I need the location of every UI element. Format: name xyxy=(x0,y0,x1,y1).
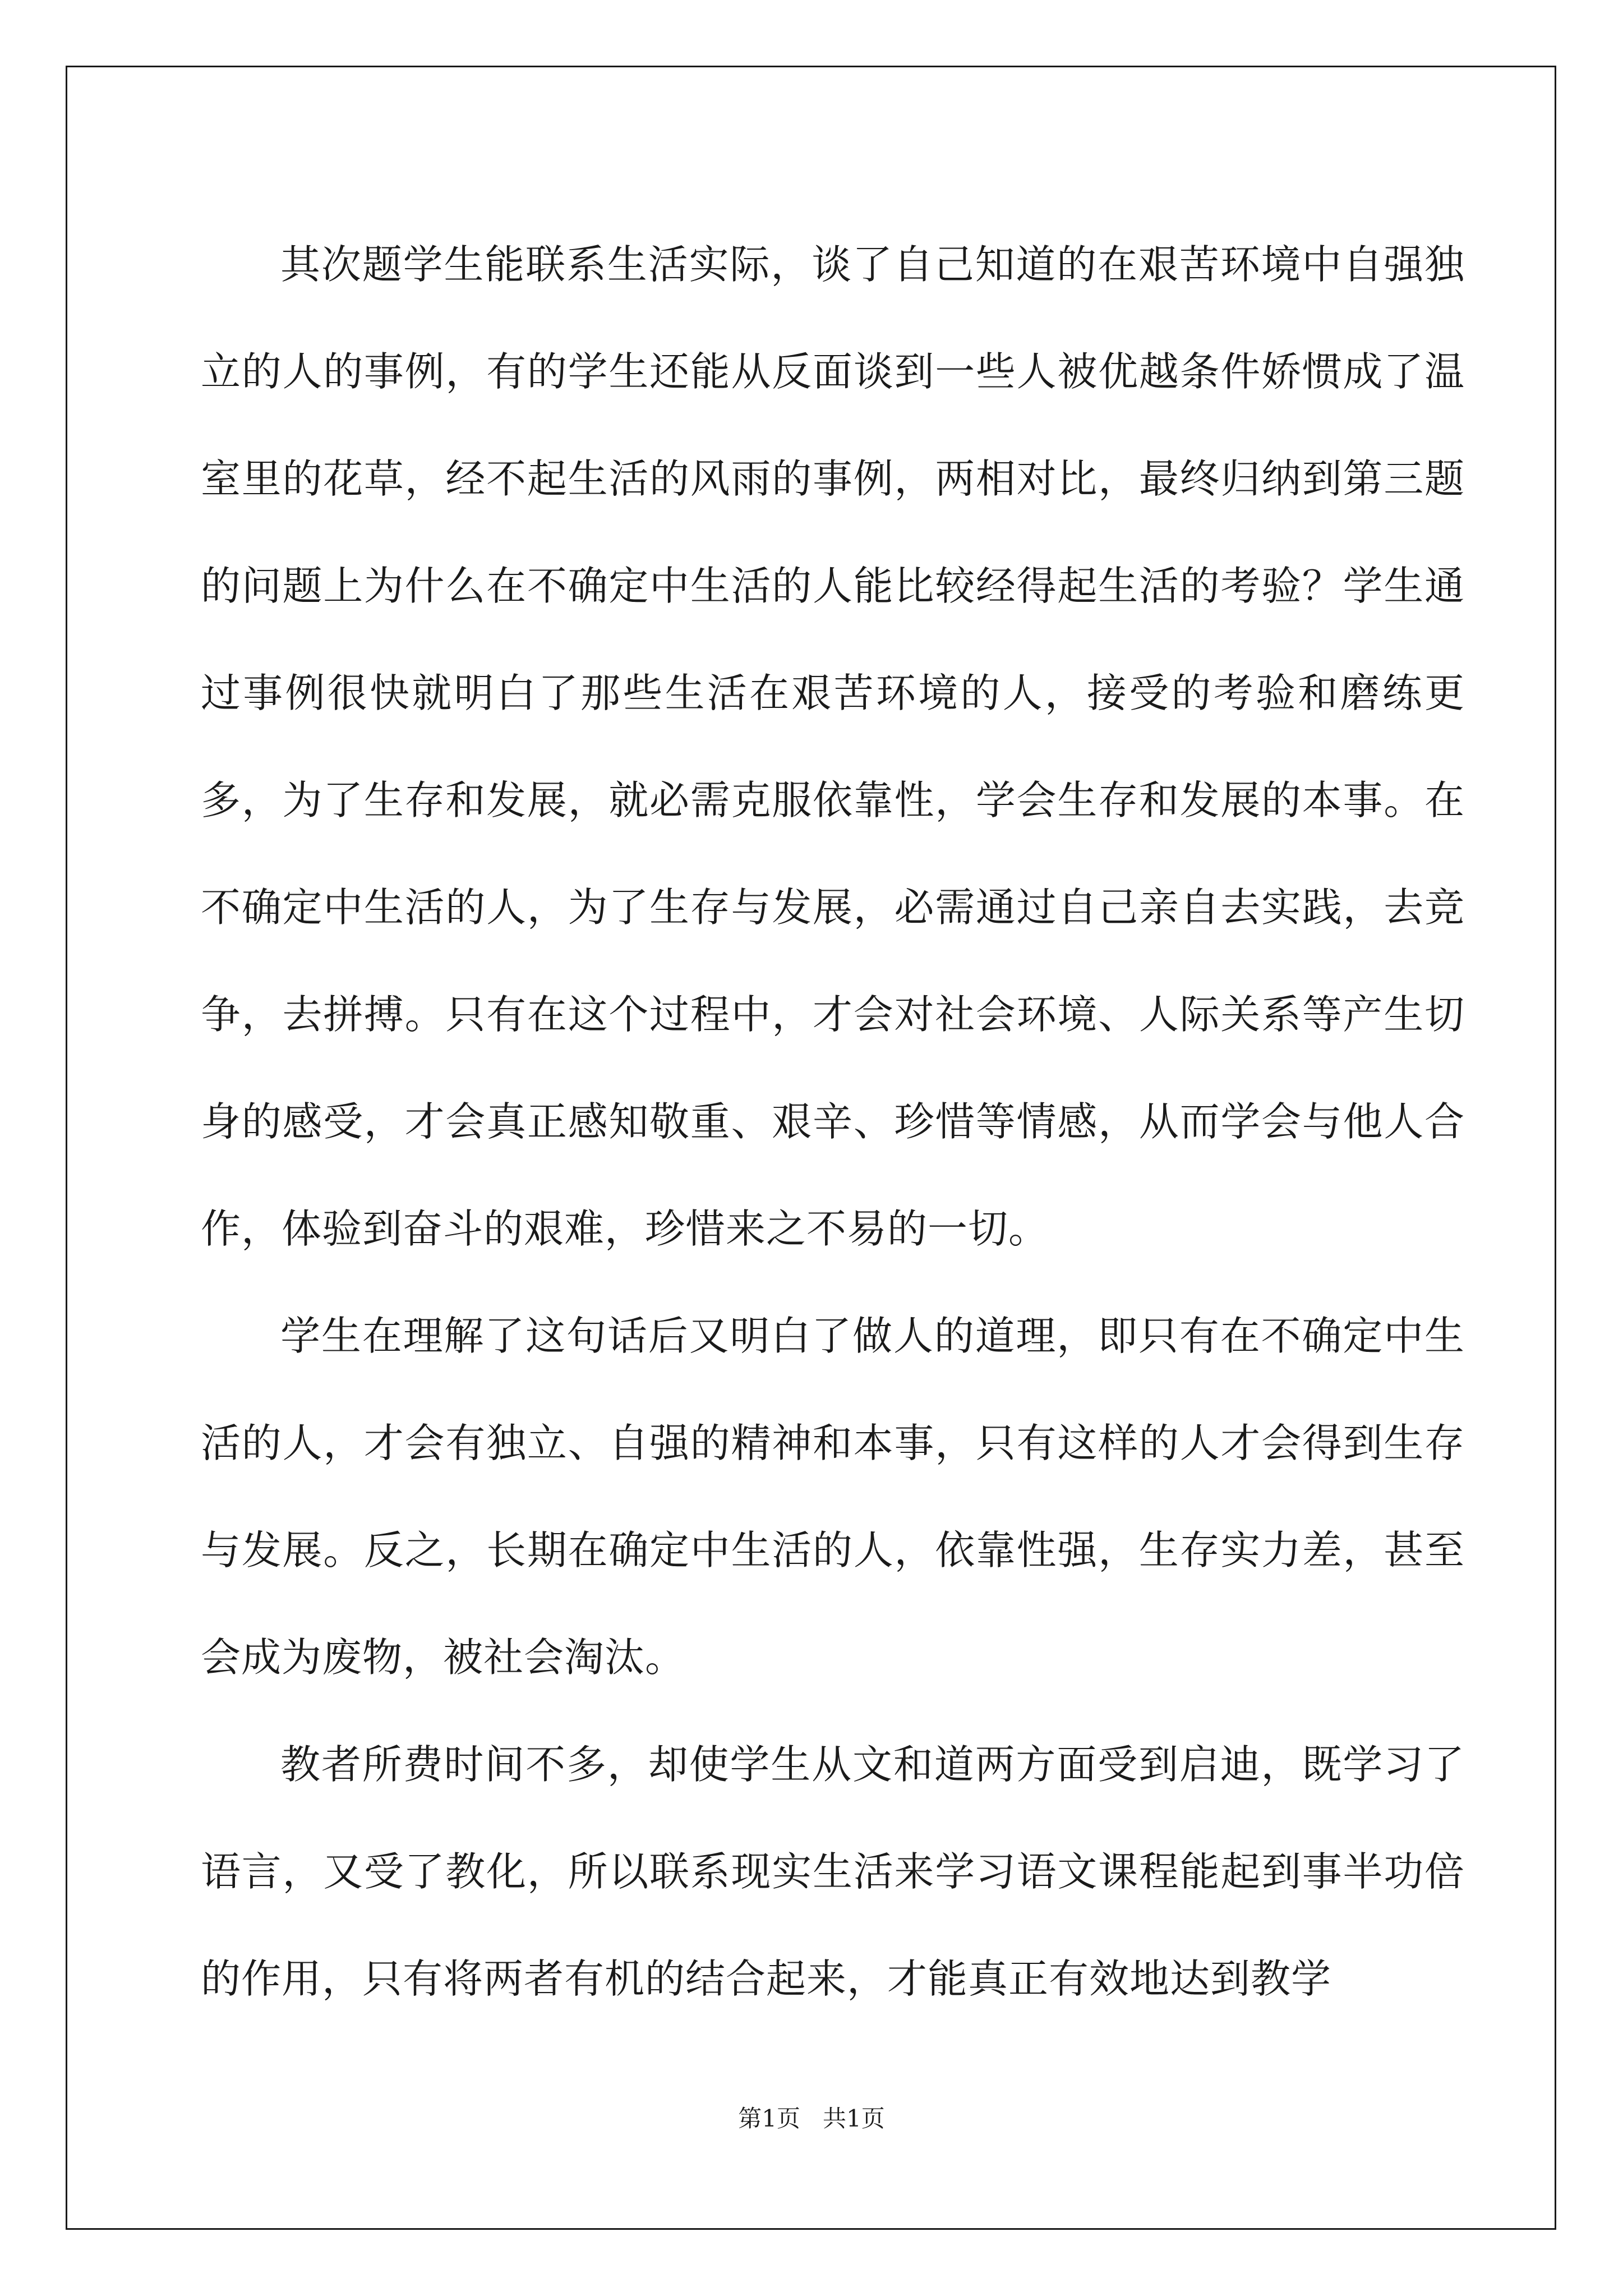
document-body xyxy=(201,211,1465,2032)
paragraph-1: 其次题学生能联系生活实际，谈了自己知道的在艰苦环境中自强独立的人的事例，有的学生还能从反面谈到一些人被优越条件娇惯成了温室里的花草，经不起生活的风雨的事例，两相对比，最终归纳到第三题的问题上为什么在不确定中生活的人能比较经得起生活的考验？学生通过事例很快就明白了那些生活在艰苦环境的人，接受的考验和磨练更多，为了生存和发展，就必需克服依靠性，学会生存和发展的本事。在不确定中生活的人，为了生存与发展，必需通过自己亲自去实践，去竞争，去拼搏。只有在这个过程中，才会对社会环境、人际关系等产生切身的感受，才会真正感知敬重、艰辛、珍惜等情感，从而学会与他人合作，体验到奋斗的艰难，珍惜来之不易的一切。 xyxy=(201,241,1465,1252)
paragraph-2: 学生在理解了这句话后又明白了做人的道理，即只有在不确定中生活的人，才会有独立、自强的精神和本事，只有这样的人才会得到生存与发展。反之，长期在确定中生活的人，依靠性强，生存实力差，甚至会成为废物，被社会淘汰。 xyxy=(201,1313,1465,1681)
paragraph-3: 教者所费时间不多，却使学生从文和道两方面受到启迪，既学习了语言，又受了教化，所以联系现实生活来学习语文课程能起到事半功倍的作用，只有将两者有机的结合起来，才能真正有效地达到教学 xyxy=(201,1741,1465,2002)
page-number-footer: 第1页 共1页 xyxy=(738,2105,885,2132)
